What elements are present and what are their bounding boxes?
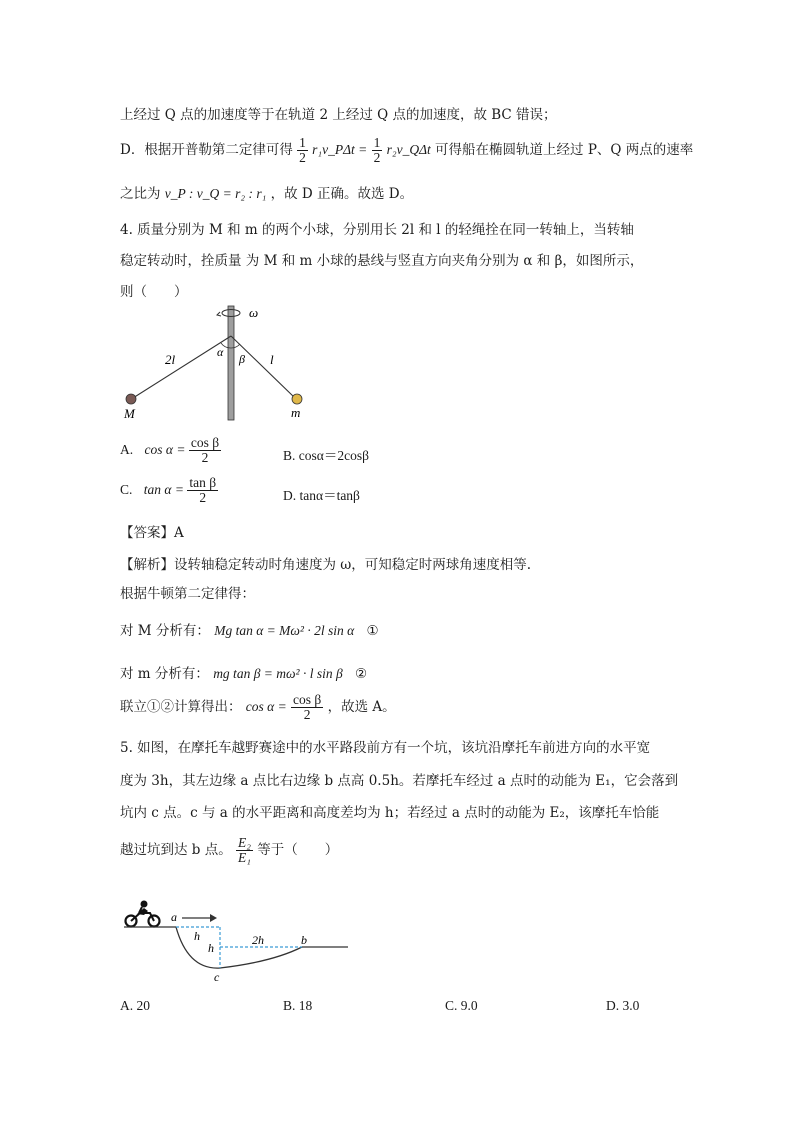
q5-option-b: B. 18: [283, 998, 313, 1013]
q4-option-d: D. tanα＝tanβ: [283, 488, 360, 503]
q4-line-1: 4. 质量分别为 M 和 m 的两个小球，分别用长 2l 和 l 的轻绳拴在同一转轴上，当转轴: [120, 222, 634, 238]
q5-line-4: 越过坑到达 b 点。 $\frac{\text{E₂}}{\text{E₁}}$ 等于（ ）: [120, 835, 339, 866]
mass-right-label: m: [291, 405, 301, 420]
q4-eq1-line: 对 M 分析有： Mg tan α = Mω² · 2l sin α ①: [120, 623, 379, 639]
q5-line-3: 坑内 c 点。c 与 a 的水平距离和高度差均为 h；若经过 a 点时的动能为 E₂，该摩托车恰能: [120, 805, 660, 821]
q4-answer: 【答案】A: [120, 525, 184, 541]
ball-m: [292, 394, 302, 404]
rotation-shaft: [228, 306, 234, 420]
rotating-axis-figure: [115, 300, 315, 425]
equation-2: mg tan β = mω² · l sin β: [213, 666, 343, 681]
q5-option-c: C. 9.0: [445, 998, 478, 1013]
ball-M: [126, 394, 136, 404]
length-right-label: l: [270, 352, 274, 367]
prev-line-3: 之比为 v_P : v_Q = r₂ : r₁ ，故 D 正确。故选 D。: [120, 186, 414, 202]
point-c-label: c: [214, 970, 220, 984]
prev-eq-left: r₁v_PΔt =: [312, 142, 368, 158]
point-b-label: b: [301, 933, 307, 947]
q4-option-b: B. cosα＝2cosβ: [283, 448, 369, 463]
q4-analysis: 【解析】设转轴稳定转动时角速度为 ω，可知稳定时两球角速度相等.: [120, 557, 532, 573]
vertical-h-label: h: [208, 941, 214, 955]
beta-label: β: [239, 352, 245, 366]
motorcycle-icon: [126, 901, 160, 927]
alpha-label: α: [217, 345, 224, 359]
fraction-half-left: $\frac{1}{2}$: [299, 135, 306, 166]
q5-line-1: 5. 如图，在摩托车越野赛途中的水平路段前方有一个坑，该坑沿摩托车前进方向的水平宽: [120, 740, 651, 756]
q5-option-d: D. 3.0: [606, 998, 640, 1013]
mass-left-label: M: [124, 406, 135, 421]
prev-d-suffix: 可得船在椭圆轨道上经过 P、Q 两点的速率: [435, 142, 694, 159]
q4-eq2-line: 对 m 分析有： mg tan β = mω² · l sin β ②: [120, 666, 368, 682]
width-2h-label: 2h: [252, 933, 264, 947]
prev-line-2: [120, 136, 693, 165]
q4-option-a: A. cos α = $\frac{\text{cos β}}{2}$: [120, 435, 220, 466]
prev-d-prefix: D．根据开普勒第二定律可得: [120, 142, 293, 159]
fraction-half-right: $\frac{1}{2}$: [373, 135, 381, 166]
q4-line-3: 则（ ）: [120, 284, 188, 300]
q5-option-a: A. 20: [120, 998, 150, 1013]
q4-newton: 根据牛顿第二定律得：: [120, 586, 255, 602]
omega-label: ω: [249, 305, 259, 320]
q4-line-2: 稳定转动时，拴质量 为 M 和 m 小球的悬线与竖直方向夹角分别为 α 和 β，如图所示，: [120, 253, 644, 269]
equation-1: Mg tan α = Mω² · 2l sin α: [214, 623, 355, 638]
point-a-label: a: [171, 910, 177, 924]
pit-figure: [122, 898, 354, 984]
prev-line-1: 上经过 Q 点的加速度等于在轨道 2 上经过 Q 点的加速度，故 BC 错误；: [120, 107, 557, 123]
horizontal-h-label: h: [194, 929, 200, 943]
string-right: [231, 336, 295, 398]
length-left-label: 2l: [165, 352, 176, 367]
prev-eq-right: r₂v_QΔt: [386, 142, 431, 158]
q4-combine-line: 联立①②计算得出： cos α = $\frac{\text{cos β}}{2}$ ，故选 A。: [120, 692, 396, 723]
q5-line-2: 度为 3h，其左边缘 a 点比右边缘 b 点高 0.5h。若摩托车经过 a 点时的动能为 E₁，它会落到: [120, 773, 679, 789]
q4-option-c: C. tan α = $\frac{\text{tan β}}{2}$: [120, 475, 217, 506]
velocity-ratio: v_P : v_Q = r₂ : r₁: [164, 186, 267, 201]
